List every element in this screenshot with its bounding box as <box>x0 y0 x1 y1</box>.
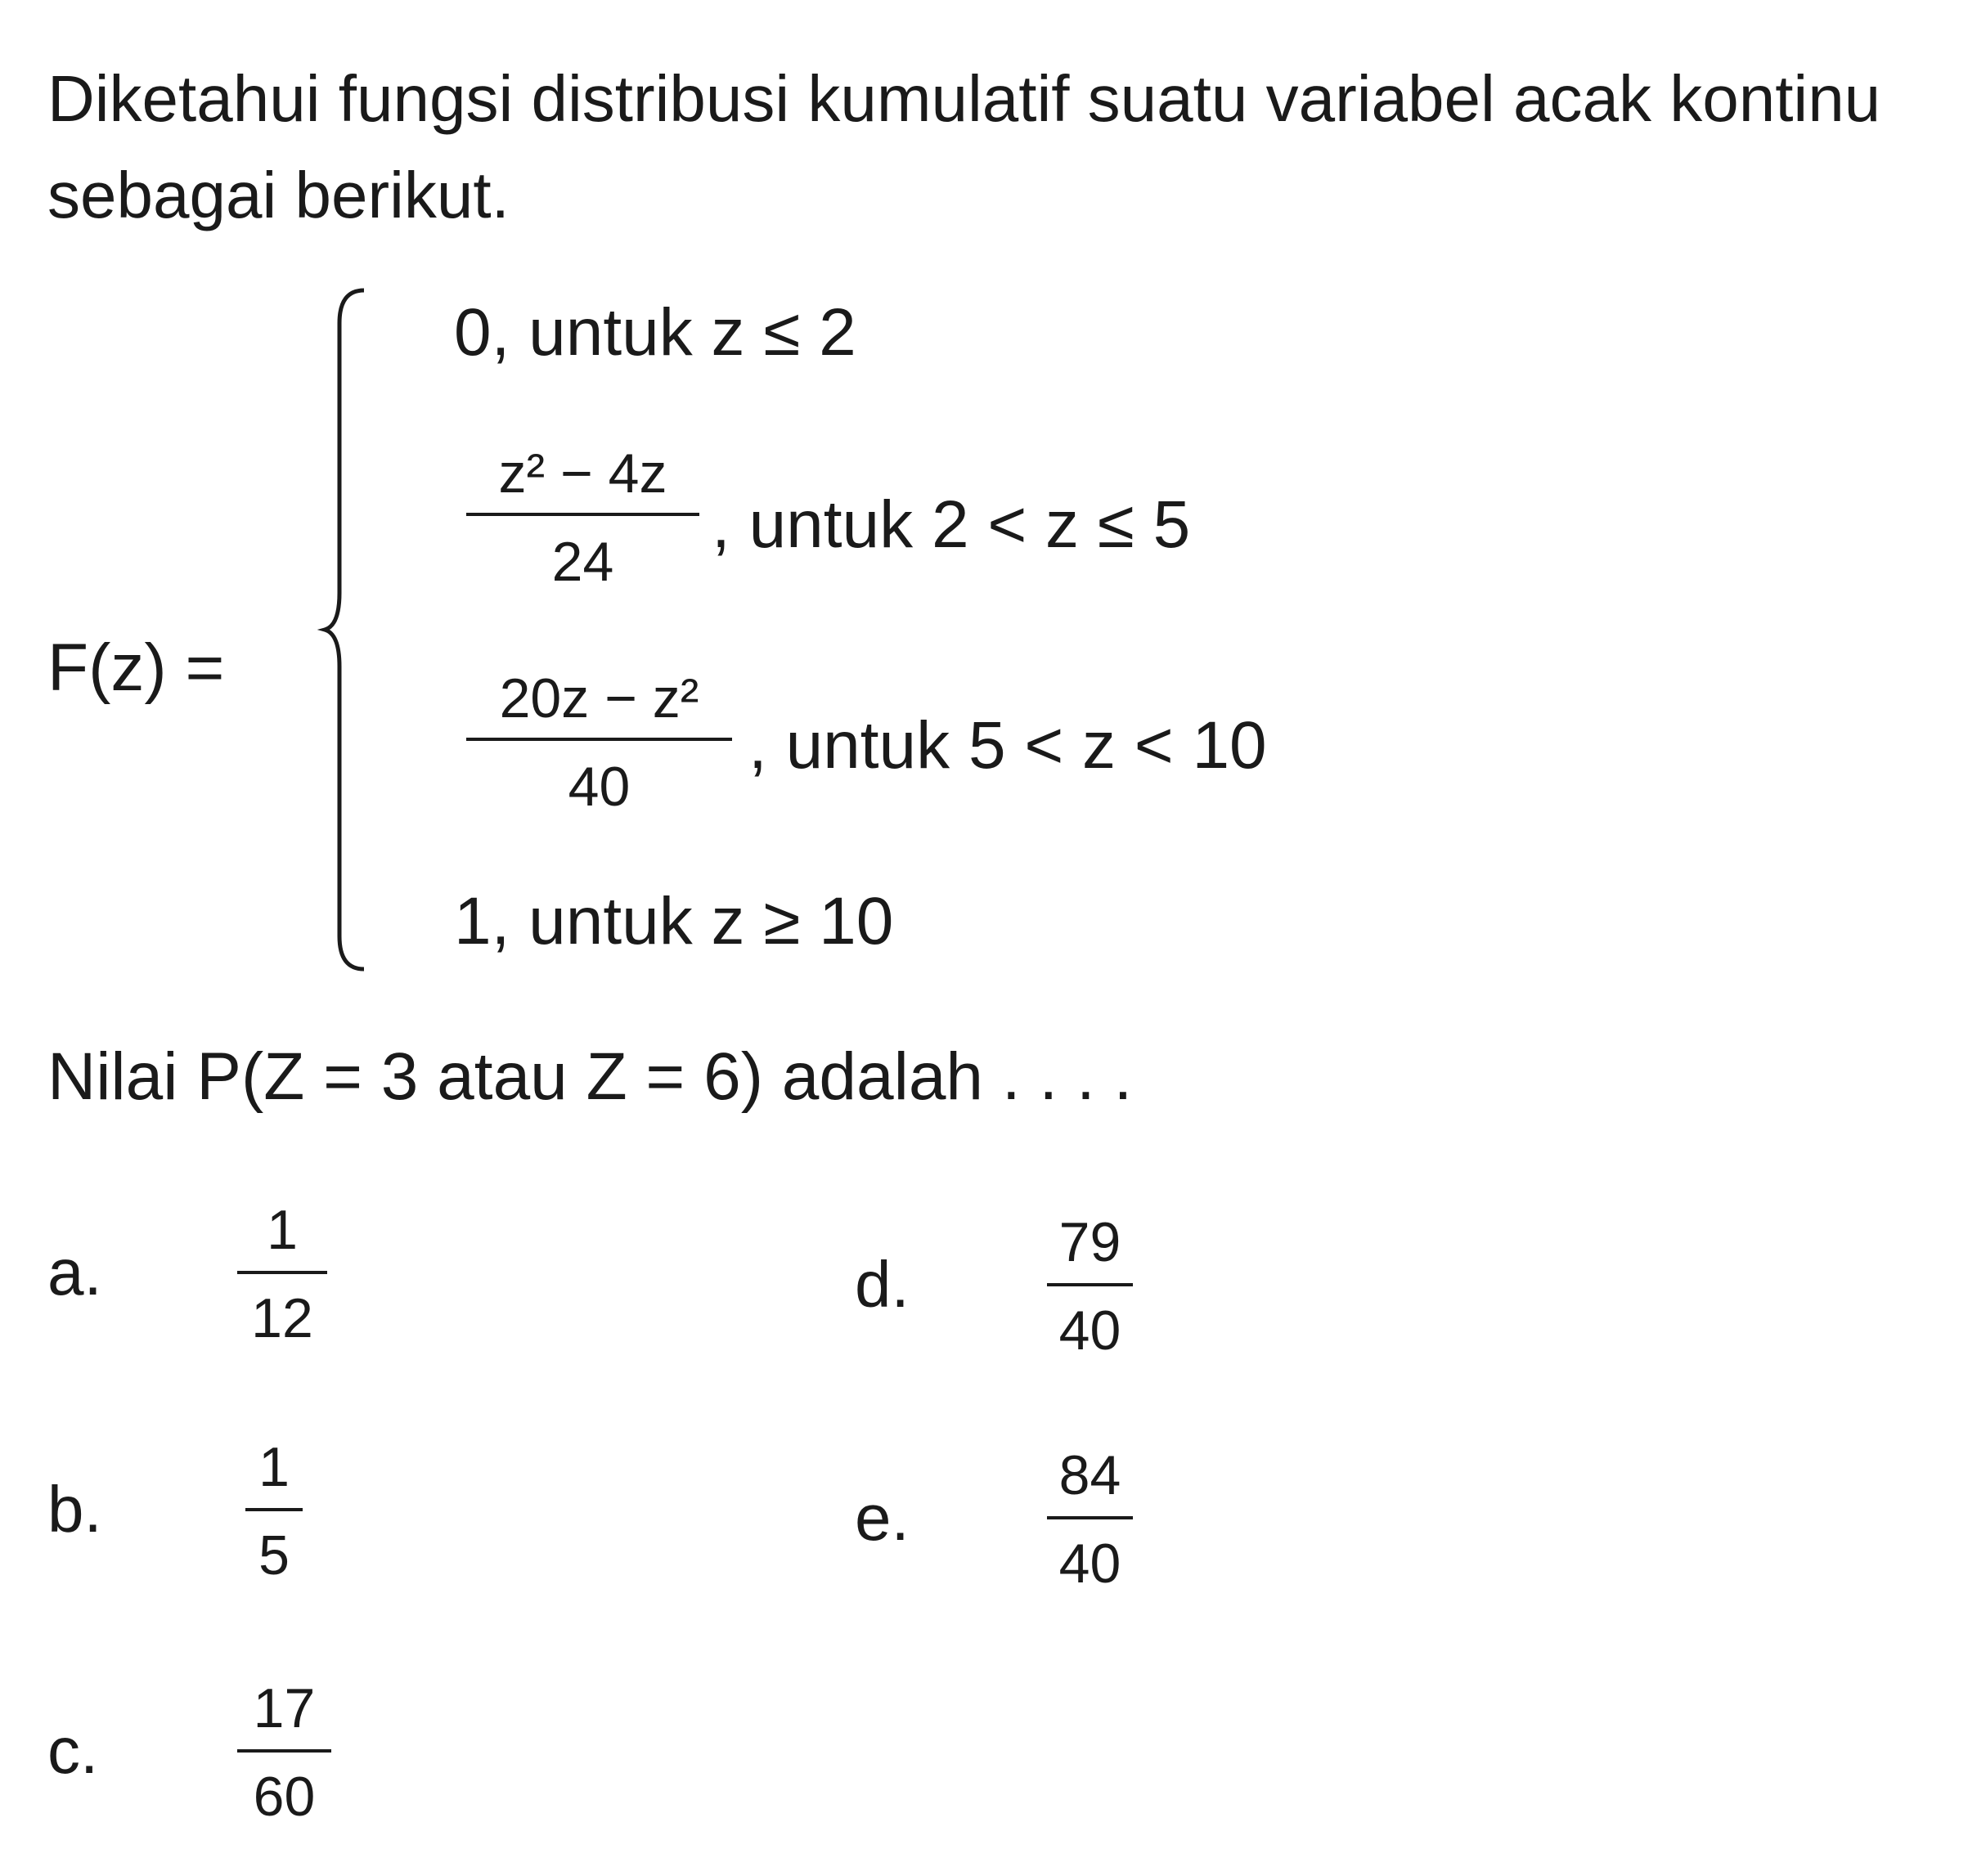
option-b-fraction[interactable] <box>245 1436 303 1587</box>
option-c-denominator: 60 <box>253 1766 316 1828</box>
case-3-condition: , untuk 5 < z < 10 <box>748 708 1267 783</box>
intro-text: Diketahui fungsi distribusi kumulatif suatu variabel acak kontinu sebagai berikut. <box>47 62 1881 231</box>
option-b-denominator: 5 <box>258 1524 290 1587</box>
option-d-fraction[interactable] <box>1047 1211 1133 1362</box>
option-b-label: b. <box>47 1473 102 1546</box>
case-1-value: 0 <box>454 295 492 370</box>
case-4-condition: , untuk z ≥ 10 <box>491 884 894 958</box>
option-e-fraction[interactable] <box>1047 1444 1133 1595</box>
option-c-fraction[interactable] <box>237 1677 331 1828</box>
option-c-numerator: 17 <box>253 1677 316 1739</box>
case-3-fraction <box>466 667 732 818</box>
option-a-denominator: 12 <box>251 1287 313 1349</box>
option-e-label: e. <box>855 1481 910 1554</box>
option-a-label: a. <box>47 1236 102 1308</box>
option-a-fraction[interactable] <box>237 1199 327 1349</box>
case-2-condition: , untuk 2 < z ≤ 5 <box>712 487 1191 562</box>
option-d-label: d. <box>855 1248 910 1321</box>
case-2-denominator: 24 <box>551 531 614 593</box>
option-d-denominator: 40 <box>1058 1299 1121 1362</box>
case-4 <box>454 883 893 960</box>
case-1 <box>454 294 856 371</box>
left-brace-icon <box>315 282 372 977</box>
option-c-label: c. <box>47 1714 99 1787</box>
case-1-condition: , untuk z ≤ 2 <box>491 295 856 370</box>
question-text: Nilai P(Z = 3 atau Z = 6) adalah . . . . <box>47 1039 1133 1114</box>
case-4-value: 1 <box>454 884 492 958</box>
function-lhs: F(z) = <box>47 631 225 705</box>
option-e-numerator: 84 <box>1058 1444 1121 1506</box>
case-2-numerator: z² − 4z <box>498 442 667 505</box>
option-d-numerator: 79 <box>1058 1211 1121 1273</box>
option-e-denominator: 40 <box>1058 1533 1121 1595</box>
case-3-denominator: 40 <box>568 756 631 818</box>
option-b-numerator: 1 <box>258 1436 290 1498</box>
case-2-fraction <box>466 442 699 593</box>
case-3-numerator: 20z − z² <box>499 667 699 729</box>
option-a-numerator: 1 <box>267 1199 298 1261</box>
